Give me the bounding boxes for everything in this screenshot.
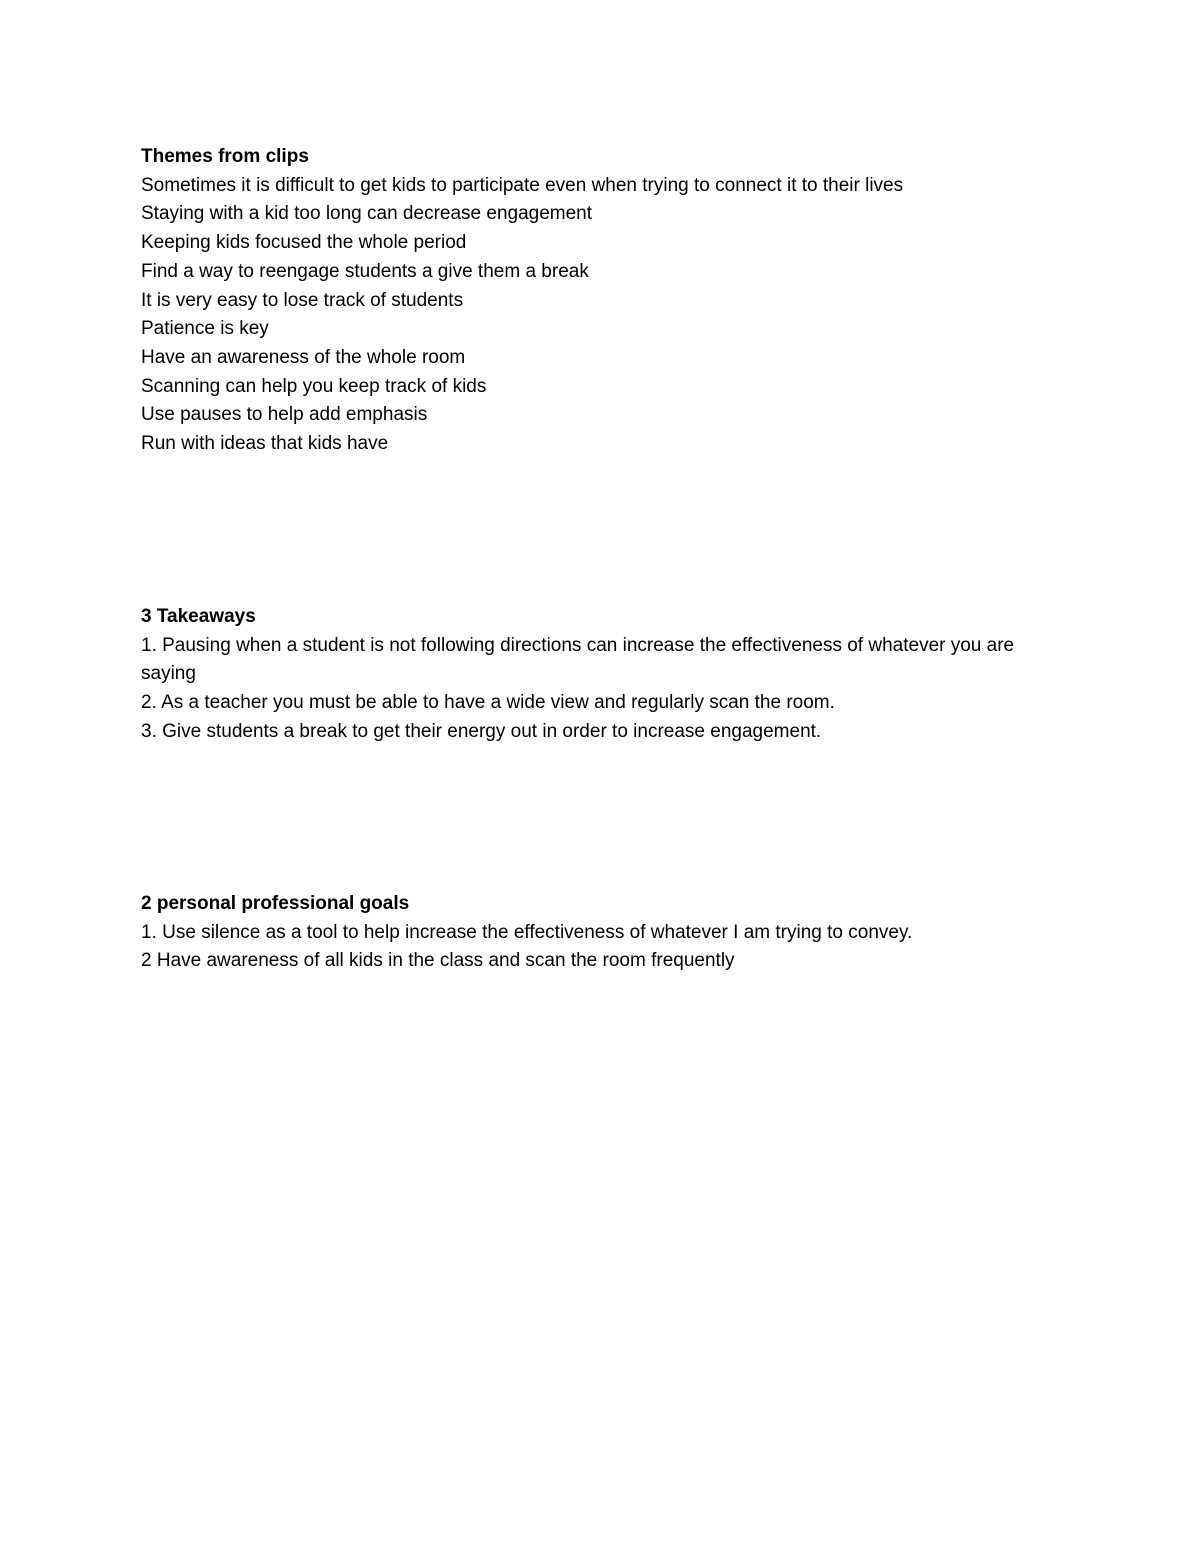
theme-item: Find a way to reengage students a give them a break <box>141 260 589 282</box>
theme-item: Use pauses to help add emphasis <box>141 404 428 426</box>
takeaway-item: 1. Pausing when a student is not following directions can increase the effectiveness of whatever you are saying <box>141 634 1015 685</box>
theme-item: Patience is key <box>141 318 269 340</box>
theme-item: Run with ideas that kids have <box>141 433 389 455</box>
theme-item: Staying with a kid too long can decrease engagement <box>141 203 593 225</box>
goals-section <box>141 890 1071 976</box>
takeaways-heading: 3 Takeaways <box>141 606 256 627</box>
takeaway-item: 3. Give students a break to get their energy out in order to increase engagement. <box>141 720 822 742</box>
themes-section <box>141 143 1071 459</box>
theme-item: Have an awareness of the whole room <box>141 346 466 368</box>
takeaways-section <box>141 603 1071 747</box>
themes-heading: Themes from clips <box>141 146 309 167</box>
theme-item: Sometimes it is difficult to get kids to participate even when trying to connect it to their lives <box>141 174 904 196</box>
theme-item: It is very easy to lose track of students <box>141 289 464 311</box>
goal-item: 2 Have awareness of all kids in the class and scan the room frequently <box>141 950 735 972</box>
takeaway-item: 2. As a teacher you must be able to have a wide view and regularly scan the room. <box>141 692 835 714</box>
goals-heading: 2 personal professional goals <box>141 893 410 914</box>
goal-item: 1. Use silence as a tool to help increase the effectiveness of whatever I am trying to convey. <box>141 921 913 943</box>
theme-item: Keeping kids focused the whole period <box>141 232 467 254</box>
theme-item: Scanning can help you keep track of kids <box>141 375 487 397</box>
